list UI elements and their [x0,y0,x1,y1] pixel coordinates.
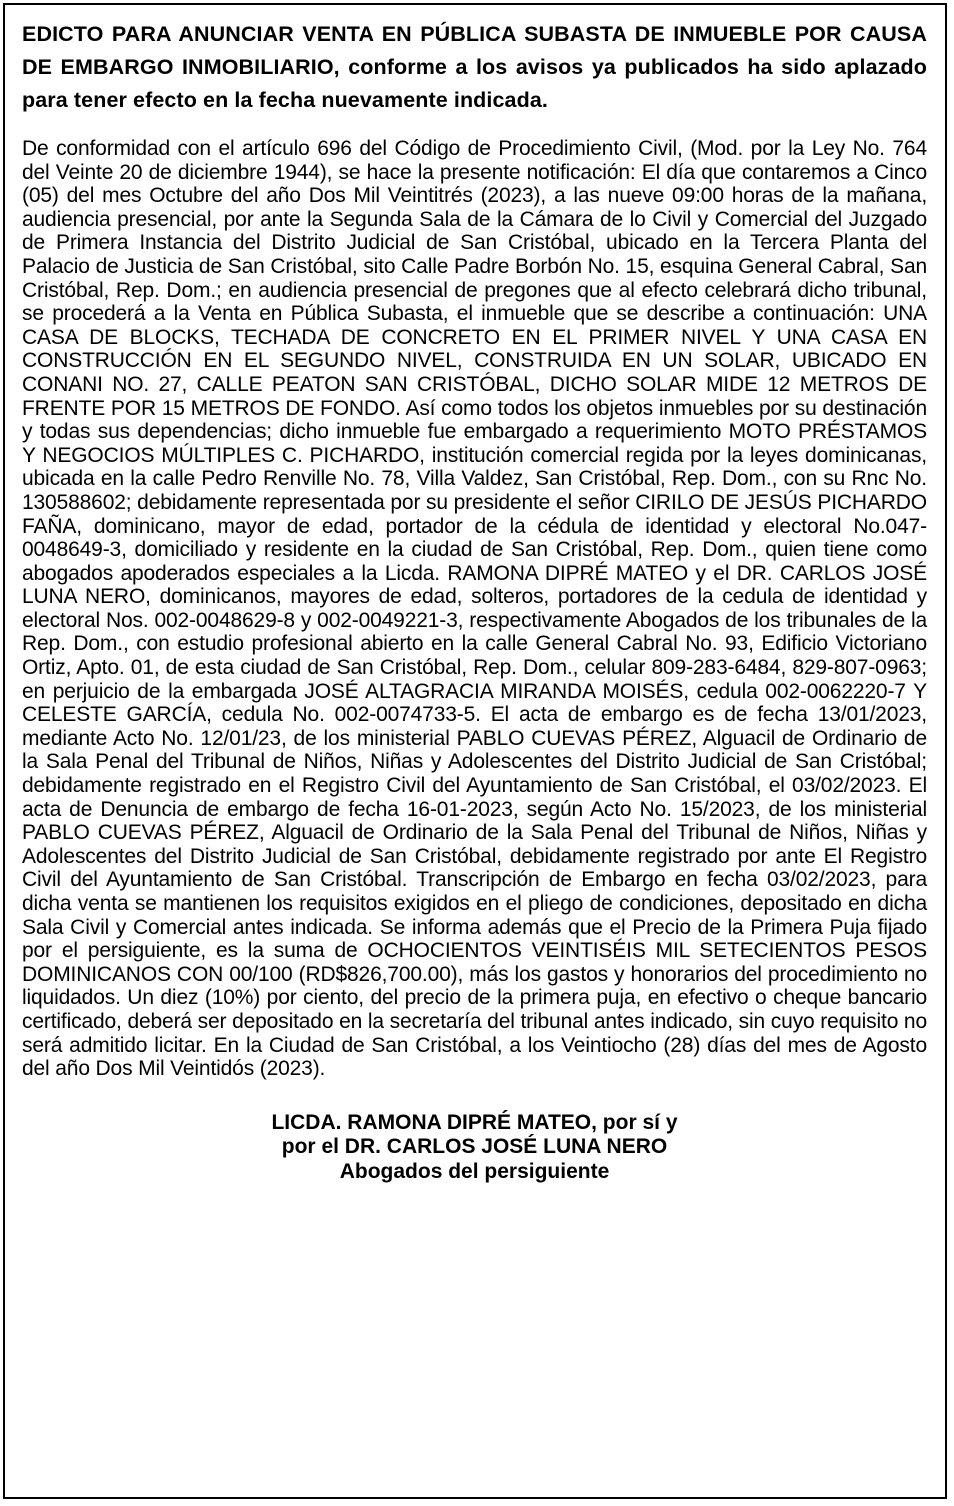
notice-body: De conformidad con el artículo 696 del Código de Procedimiento Civil, (Mod. por la Ley No. 764 del Veinte 20 de diciembre 1944), se hace la presente notificación: El día que contaremos a Cinco (05) del mes Octubre del año Dos Mil Veintitrés (2023), a las nueve 09:00 horas de la mañana, audiencia presencial, por ante la Segunda Sala de la Cámara de lo Civil y Comercial del Juzgado de Primera Instancia del Distrito Judicial de San Cristóbal, ubicado en la Tercera Planta del Palacio de Justicia de San Cristóbal, sito Calle Padre Borbón No. 15, esquina General Cabral, San Cristóbal, Rep. Dom.; en audiencia presencial de pregones que al efecto celebrará dicho tribunal, se procederá a la Venta en Pública Subasta, el inmueble que se describe a continuación: UNA CASA DE BLOCKS, TECHADA DE CONCRETO EN EL PRIMER NIVEL Y UNA CASA EN CONSTRUCCIÓN EN EL SEGUNDO NIVEL, CONSTRUIDA EN UN SOLAR, UBICADO EN CONANI NO. 27, CALLE PEATON SAN CRISTÓBAL, DICHO SOLAR MIDE 12 METROS DE FRENTE POR 15 METROS DE FONDO. Así como todos los objetos inmuebles por su destinación y todas sus dependencias; dicho inmueble fue embargado a requerimiento MOTO PRÉSTAMOS Y NEGOCIOS MÚLTIPLES C. PICHARDO, institución comercial regida por la leyes dominicanas, ubicada en la calle Pedro Renville No. 78, Villa Valdez, San Cristóbal, Rep. Dom., con su Rnc No. 130588602; debidamente representada por su presidente el señor CIRILO DE JESÚS PICHARDO FAÑA, dominicano, mayor de edad, portador de la cédula de identidad y electoral No.047-0048649-3, domiciliado y residente en la ciudad de San Cristóbal, Rep. Dom., quien tiene como abogados apoderados especiales a la Licda. RAMONA DIPRÉ MATEO y el DR. CARLOS JOSÉ LUNA NERO, dominicanos, mayores de edad, solteros, portadores de la cedula de identidad y electoral Nos. 002-0048629-8 y 002-0049221-3, respectivamente Abogados de los tribunales de la Rep. Dom., con estudio profesional abierto en la calle General Cabral No. 93, Edificio Victoriano Ortiz, Apto. 01, de esta ciudad de San Cristóbal, Rep. Dom., celular 809-283-6484, 829-807-0963; en perjuicio de la embargada JOSÉ ALTAGRACIA MIRANDA MOISÉS, cedula 002-0062220-7 Y CELESTE GARCÍA, cedula No. 002-0074733-5. El acta de embargo es de fecha 13/01/2023, mediante Acto No. 12/01/23, de los ministerial PABLO CUEVAS PÉREZ, Alguacil de Ordinario de la Sala Penal del Tribunal de Niños, Niñas y Adolescentes del Distrito Judicial de San Cristóbal; debidamente registrado en el Registro Civil del Ayuntamiento de San Cristóbal, el 03/02/2023. El acta de Denuncia de embargo de fecha 16-01-2023, según Acto No. 15/2023, de los ministerial PABLO CUEVAS PÉREZ, Alguacil de Ordinario de la Sala Penal del Tribunal de Niños, Niñas y Adolescentes del Distrito Judicial de San Cristóbal, debidamente registrado por ante El Registro Civil del Ayuntamiento de San Cristóbal. Transcripción de Embargo en fecha 03/02/2023, para dicha venta se mantienen los requisitos exigidos en el pliego de condiciones, depositado en dicha Sala Civil y Comercial antes indicada. Se informa además que el Precio de la Primera Puja fijado por el persiguiente, es la suma de OCHOCIENTOS VEINTISÉIS MIL SETECIENTOS PESOS DOMINICANOS CON 00/100 (RD$826,700.00), más los gastos y honorarios del procedimiento no liquidados. Un diez (10%) por ciento, del precio de la primera puja, en efectivo o cheque bancario certificado, deberá ser depositado en la secretaría del tribunal antes indicado, sin cuyo requisito no será admitido licitar. En la Ciudad de San Cristóbal, a los Veintiocho (28) días del mes de Agosto del año Dos Mil Veintidós (2023). [22,137,927,1081]
signature-line-3: Abogados del persiguiente [339,1159,610,1183]
signature-line-2: por el DR. CARLOS JOSÉ LUNA NERO [281,1135,668,1159]
signature-block [22,1111,927,1185]
signature-line-1: LICDA. RAMONA DIPRÉ MATEO, por sí y [271,1110,678,1134]
notice-headline: EDICTO PARA ANUNCIAR VENTA EN PÚBLICA SUBASTA DE INMUEBLE POR CAUSA DE EMBARGO INMOBILIARIO, conforme a los avisos ya publicados ha sido aplazado para tener efecto en la fecha nuevamente indicada. [22,22,927,112]
legal-notice [22,18,927,1184]
